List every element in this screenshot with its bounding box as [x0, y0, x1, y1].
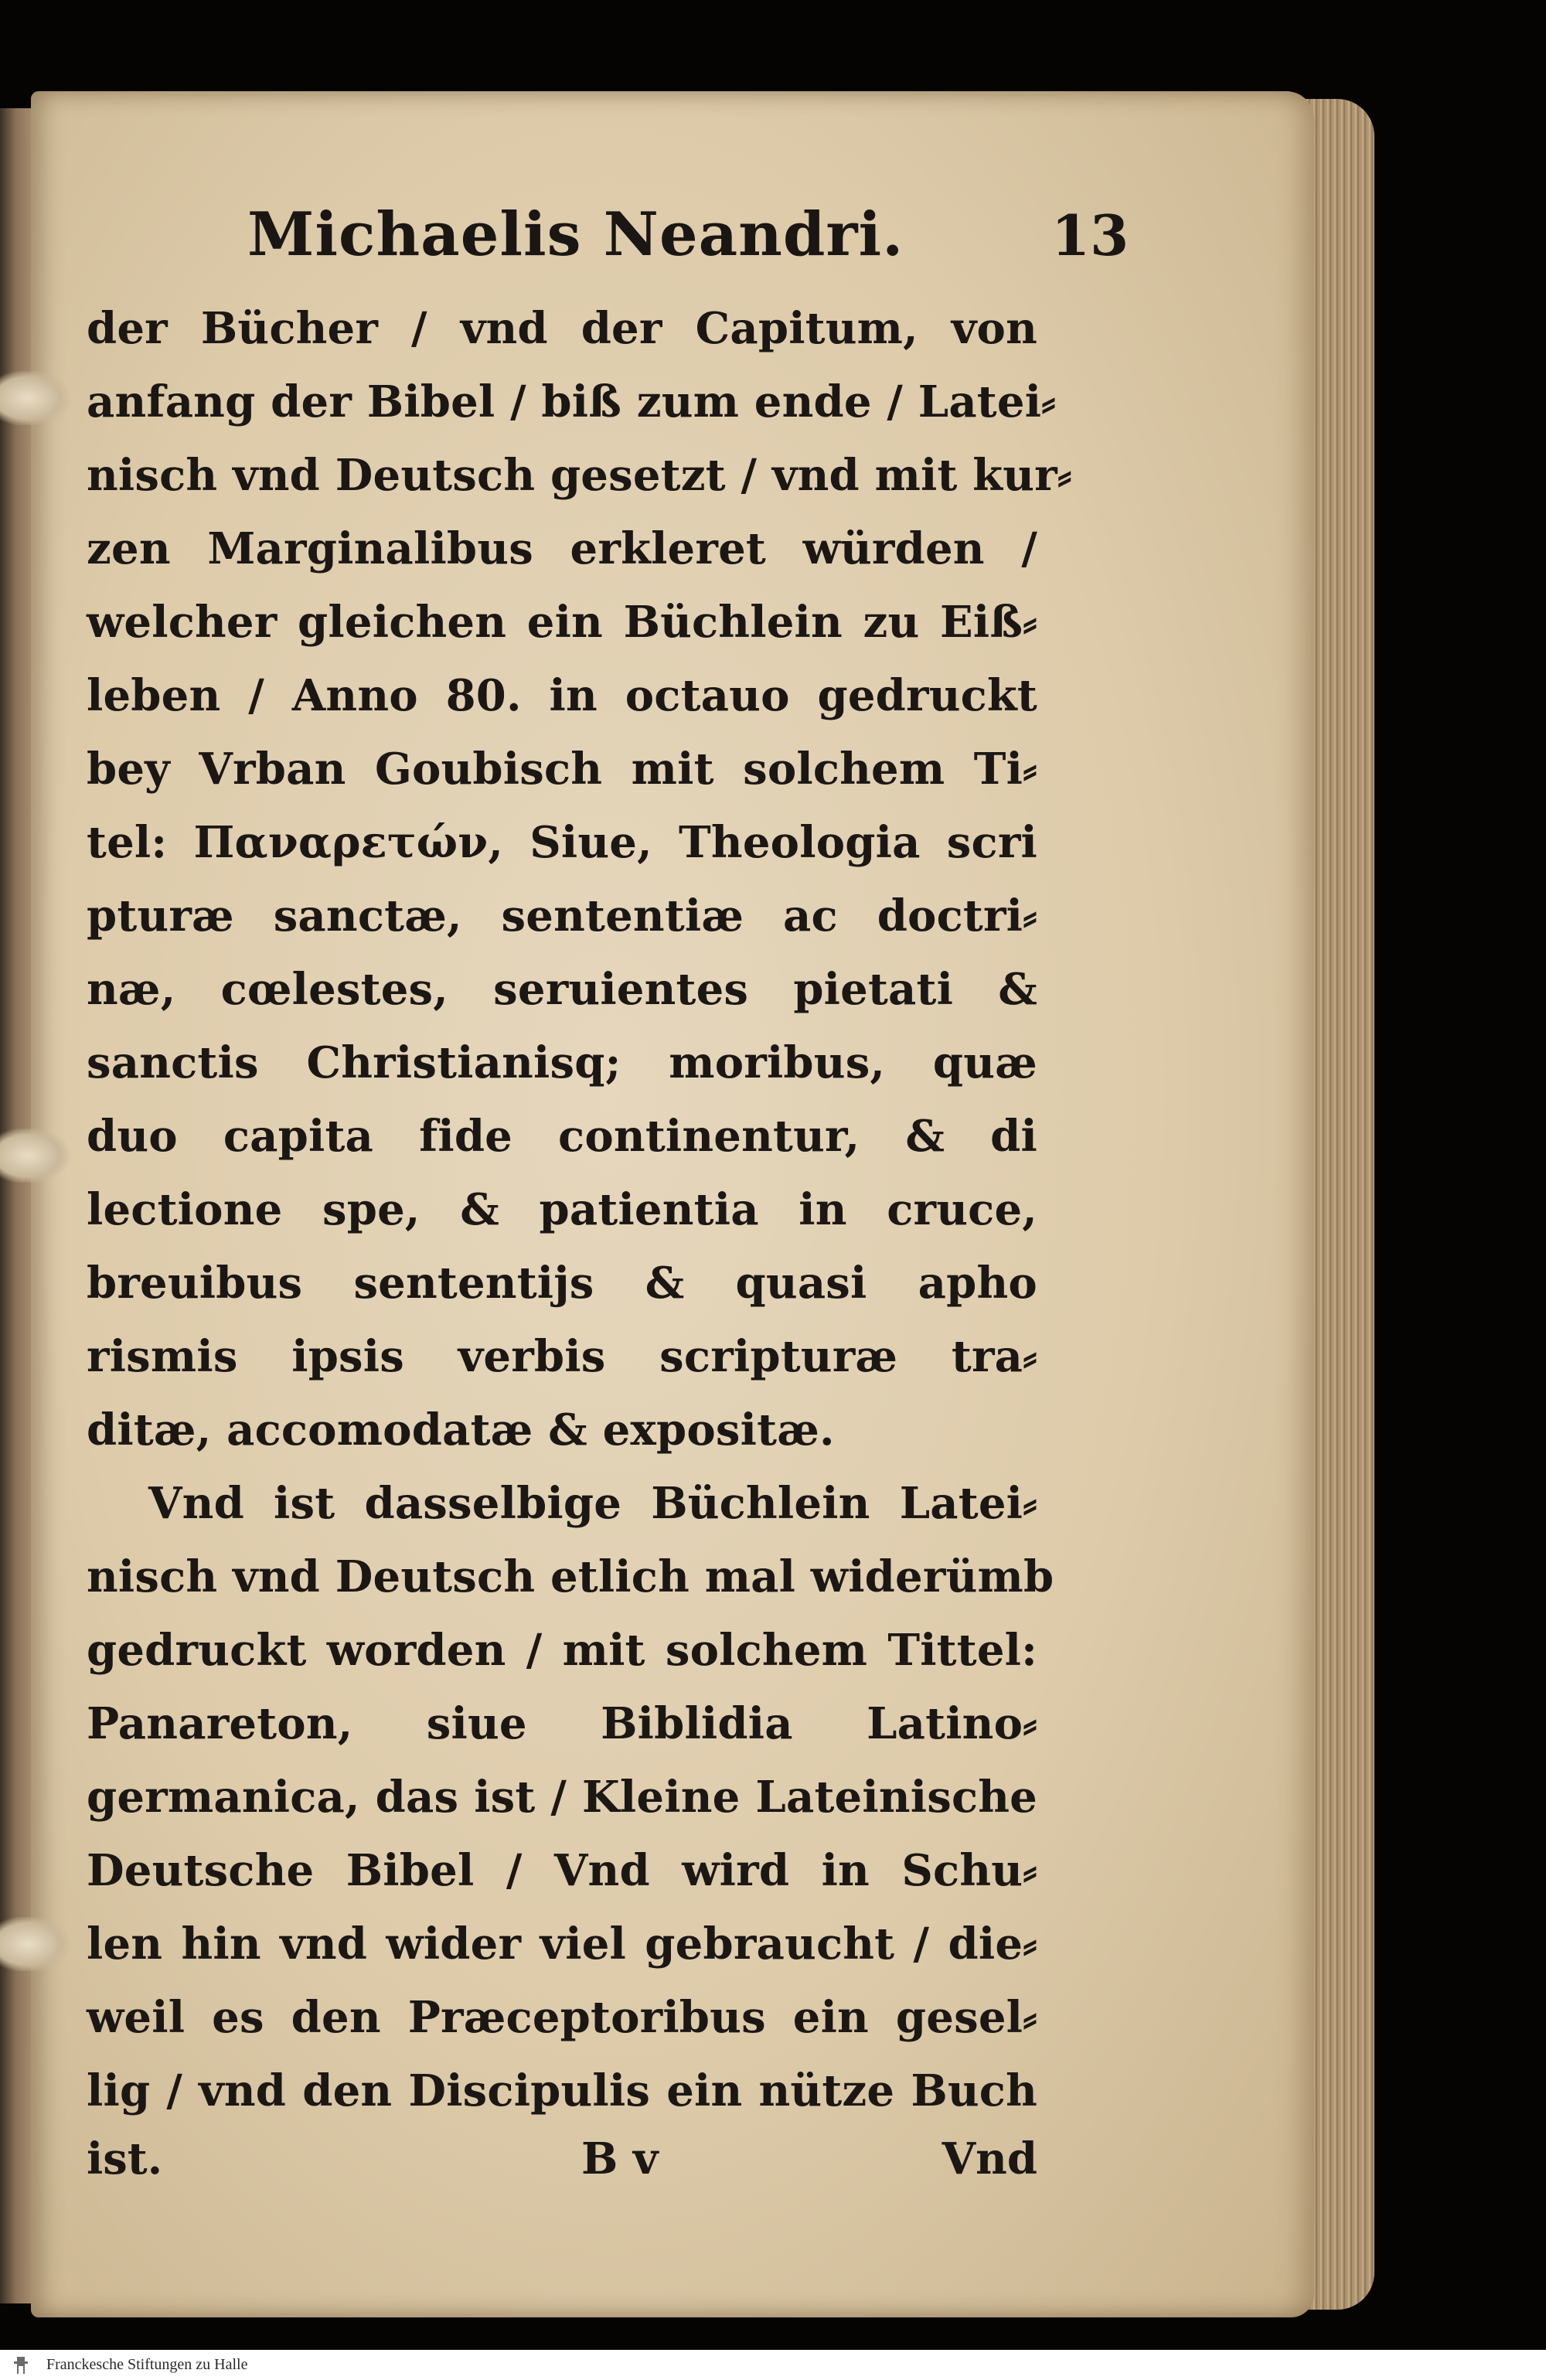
footer-bar	[0, 2350, 1546, 2380]
text-line: len hin vnd wider viel gebraucht / die⸗	[87, 1919, 1037, 1970]
text-line: lig / vnd den Discipulis ein nütze Buch	[87, 2065, 1037, 2116]
fore-edge	[1305, 99, 1374, 2310]
text-line: weil es den Præceptoribus ein gesel⸗	[87, 1992, 1037, 2043]
page-number: 13	[1051, 203, 1129, 268]
text-line: gedruckt worden / mit solchem Tittel:	[87, 1625, 1037, 1676]
text-line: duo capita fide continentur, & di	[87, 1111, 1037, 1162]
francke-foundations-logo-icon	[11, 2355, 31, 2375]
catchword: Vnd	[942, 2133, 1037, 2184]
text-line: tel: Παναρετών, Siue, Theologia scri	[87, 817, 1037, 868]
text-line: welcher gleichen ein Büchlein zu Eiß⸗	[87, 597, 1037, 648]
text-line: zen Marginalibus erkleret würden /	[87, 523, 1037, 574]
catchline-end-word: ist.	[87, 2133, 163, 2184]
text-line: pturæ sanctæ, sententiæ ac doctri⸗	[87, 890, 1037, 941]
text-line: nisch vnd Deutsch gesetzt / vnd mit kur⸗	[87, 450, 1072, 501]
sewing-thread	[0, 371, 70, 425]
text-line: nisch vnd Deutsch etlich mal widerümb	[87, 1551, 1054, 1602]
text-line: anfang der Bibel / biß zum ende / Latei⸗	[87, 376, 1057, 427]
signature-mark: B v	[581, 2133, 659, 2184]
text-line: germanica, das ist / Kleine Lateinische	[87, 1772, 1037, 1823]
sewing-thread	[0, 1129, 70, 1183]
text-line: Vnd ist dasselbige Büchlein Latei⸗	[148, 1478, 1037, 1529]
text-line: breuibus sententijs & quasi apho	[87, 1258, 1037, 1309]
text-line: ditæ, accomodatæ & expositæ.	[87, 1405, 835, 1456]
text-line: bey Vrban Goubisch mit solchem Ti⸗	[87, 744, 1037, 795]
text-line: sanctis Christianisq; moribus, quæ	[87, 1037, 1037, 1088]
text-line: Panareton, siue Biblidia Latino⸗	[87, 1698, 1037, 1749]
text-line: rismis ipsis verbis scripturæ tra⸗	[87, 1331, 1037, 1382]
catchline	[87, 2133, 1037, 2195]
text-line: der Bücher / vnd der Capitum, von	[87, 303, 1037, 354]
text-line: Deutsche Bibel / Vnd wird in Schu⸗	[87, 1845, 1037, 1896]
running-head: Michaelis Neandri.	[247, 199, 904, 270]
sewing-thread	[0, 1917, 70, 1971]
text-line: leben / Anno 80. in octauo gedruckt	[87, 670, 1037, 721]
text-line: lectione spe, & patientia in cruce,	[87, 1184, 1037, 1235]
text-line: næ, cœlestes, seruientes pietati &	[87, 964, 1037, 1015]
footer-credit: Franckesche Stiftungen zu Halle	[46, 2356, 248, 2373]
